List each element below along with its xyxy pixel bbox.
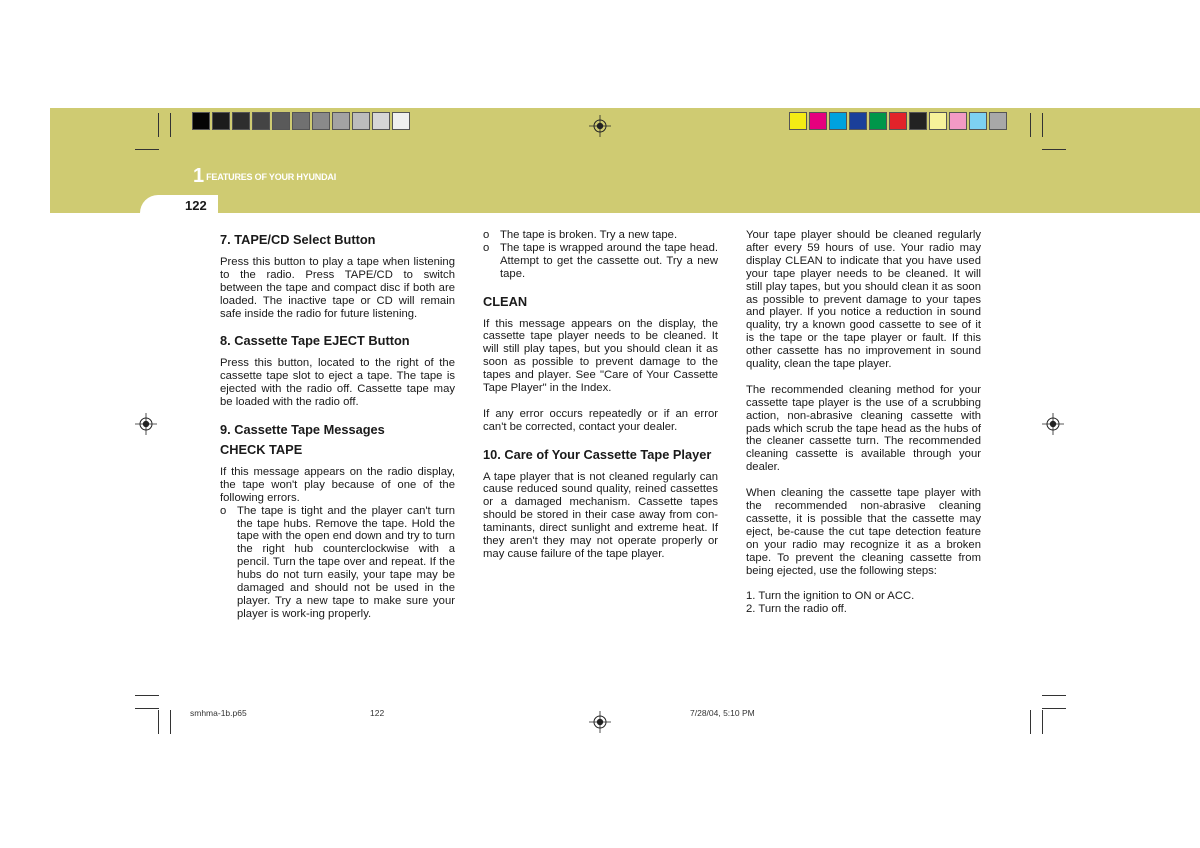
paragraph-eject-warning: When cleaning the cassette tape player with the recommended non-abrasive cleaning cassette, it is possible that the cassette may eject, be-cause the cut tape detection feature on your radio may recognize it as a broken tape. To prevent the cleaning cassette from being ejected, use the following steps: [746,487,981,577]
bullet-mark: o [483,241,490,254]
section-heading-care: 10. Care of Your Cassette Tape Player [483,446,712,462]
registration-mark-icon [589,115,611,137]
page-number: 122 [185,198,207,213]
crop-mark [1042,113,1043,137]
color-swatch [789,112,807,130]
color-swatch [352,112,370,130]
section-heading-eject: 8. Cassette Tape EJECT Button [220,333,410,349]
footer-timestamp: 7/28/04, 5:10 PM [690,708,755,718]
paragraph-tape-cd: Press this button to play a tape when listening to the radio. Press TAPE/CD to switch between the tape and compact disc if both are loaded. The inactive tape or CD will remain safe inside the radio for future listening. [220,256,455,320]
crop-mark [135,708,159,709]
crop-mark [158,113,159,137]
subheading-check-tape: CHECK TAPE [220,441,303,457]
chapter-number: 1 [193,165,205,187]
step-list [746,590,981,616]
crop-mark [135,149,159,150]
color-swatch [372,112,390,130]
color-swatch [969,112,987,130]
footer-page: 122 [370,708,385,718]
paragraph-cleaning-interval: Your tape player should be cleaned regularly after every 59 hours of use. Your radio may display CLEAN to indicate that you have used your tape player needs to be cleaned. It will still play tapes, but you should clean it as soon as possible to prevent damage to your tapes and player. If you notice a reduction in sound quality, try a known good cassette to see of it is the tape or the tape player or fault. If this other cassette has no improvement in sound quality, clean the tape player. [746,229,981,371]
chapter-title: FEATURES OF YOUR HYUNDAI [206,172,336,182]
list-item: 1. Turn the ignition to ON or ACC. [746,590,915,603]
bullet-mark: o [483,229,490,241]
crop-mark [135,695,159,696]
color-swatch [332,112,350,130]
color-swatch [869,112,887,130]
bullet-mark: o [220,504,227,517]
crop-mark [1030,710,1031,734]
bullet-text: The tape is tight and the player can't turn the tape hubs. Remove the tape. Hold the tape with the open end down and try to turn the right hub counterclockwise with a pencil. Turn the tape over and repeat. If the hubs do not turn easily, your tape may be damaged and should not be used in the player. Try a new tape to make sure your player is work-ing properly. [237,504,455,620]
list-item [483,242,718,281]
color-swatch [252,112,270,130]
list-item [220,505,455,621]
crop-mark [1042,149,1066,150]
chapter-heading [193,166,336,186]
paragraph-check-tape: If this message appears on the radio display, the tape won't play because of one of the following errors. [220,465,455,504]
column-middle [483,229,718,574]
paragraph-clean: If this message appears on the display, the cassette tape player needs to be cleaned. It will still play tapes, but you should clean it as soon as possible to prevent damage to the tapes and player. See "Care of Your Cassette Tape Player" in the Index. [483,317,718,395]
color-swatch [272,112,290,130]
color-swatch [192,112,210,130]
paragraph-error: If any error occurs repeatedly or if an error can't be corrected, contact your dealer. [483,407,718,433]
crop-mark [170,710,171,734]
bullet-list [483,229,718,281]
crop-mark [170,113,171,137]
color-swatch [809,112,827,130]
column-right [746,229,981,616]
registration-mark-icon [1042,413,1064,435]
grayscale-bar [192,112,412,132]
color-swatch [929,112,947,130]
bullet-text: The tape is wrapped around the tape head. Attempt to get the cassette out. Try a new tape. [500,241,718,280]
color-bar [789,112,1009,132]
registration-mark-icon [589,711,611,733]
column-left [220,229,455,621]
crop-mark [1042,710,1043,734]
registration-mark-icon [135,413,157,435]
list-item: 2. Turn the radio off. [746,603,847,616]
list-item [483,229,718,242]
color-swatch [292,112,310,130]
color-swatch [829,112,847,130]
section-heading-messages: 9. Cassette Tape Messages [220,421,385,437]
paragraph-eject: Press this button, located to the right of the cassette tape slot to eject a tape. The tape is ejected with the radio off. Cassette tape may be loaded with the radio off. [220,357,455,409]
section-heading-tape-cd: 7. TAPE/CD Select Button [220,232,376,247]
section-heading-clean: CLEAN [483,293,528,309]
paragraph-cleaning-method: The recommended cleaning method for your cassette tape player is the use of a scrubbing action, non-abrasive cleaning cassette with pads which scrub the tape head as the hubs of the cleaner cassette turn. The recommended cleaning cassette is available through your dealer. [746,383,981,474]
bullet-text: The tape is broken. Try a new tape. [500,229,678,241]
color-swatch [392,112,410,130]
crop-mark [1042,695,1066,696]
color-swatch [849,112,867,130]
crop-mark [1042,708,1066,709]
color-swatch [312,112,330,130]
color-swatch [989,112,1007,130]
crop-mark [1030,113,1031,137]
color-swatch [232,112,250,130]
footer-filename: smhma-1b.p65 [190,708,247,718]
color-swatch [909,112,927,130]
color-swatch [212,112,230,130]
crop-mark [158,710,159,734]
paragraph-care: A tape player that is not cleaned regularly can cause reduced sound quality, reined cassettes or a damaged mechanism. Cassette tapes should be stored in their case away from con-taminants, direct sunlight and extreme heat. If they aren't they may not operate properly or may cause failure of the tape player. [483,470,718,560]
color-swatch [889,112,907,130]
color-swatch [949,112,967,130]
